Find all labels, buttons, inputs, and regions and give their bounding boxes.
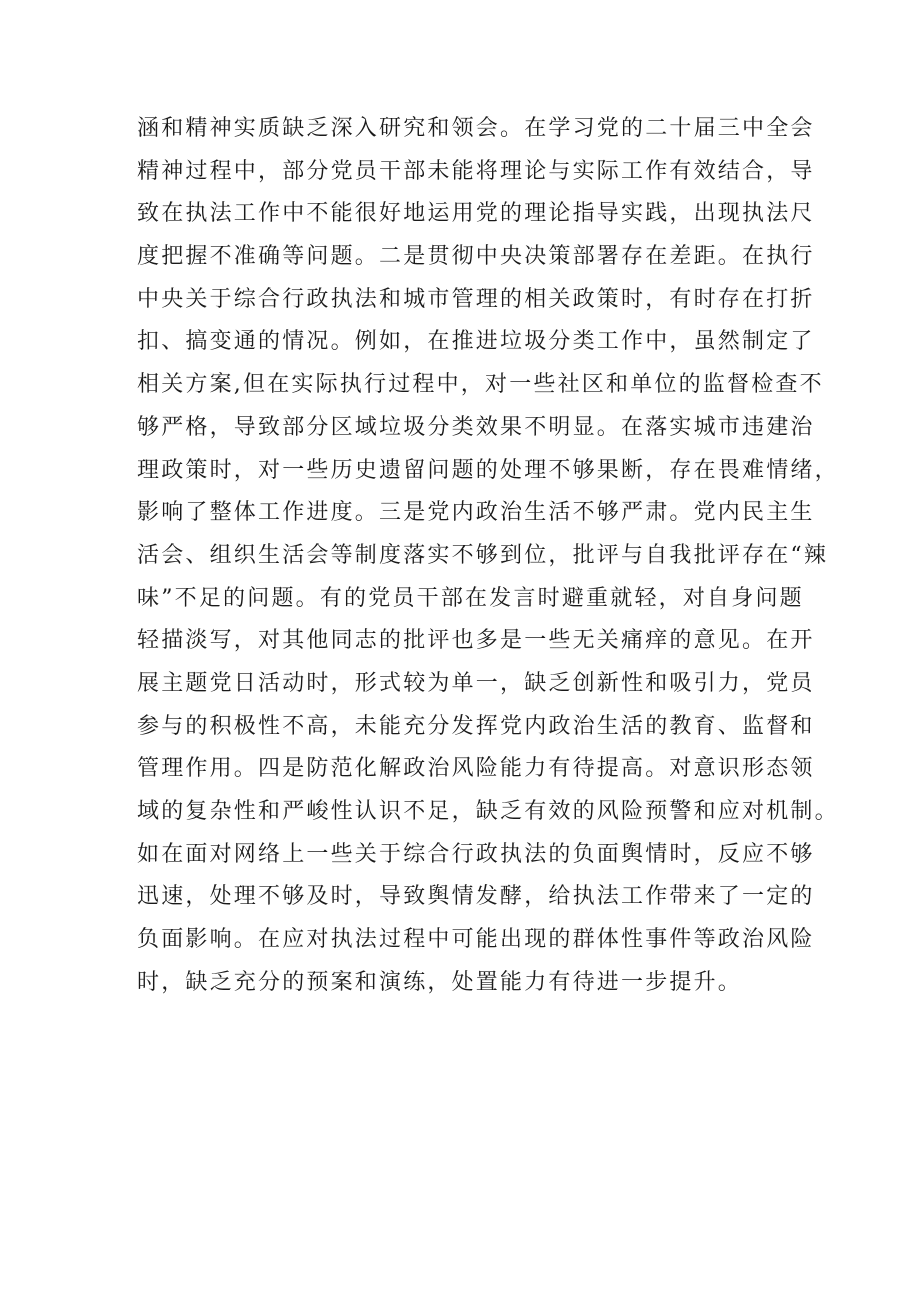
text-line: 理政策时，对一些历史遗留问题的处理不够果断，存在畏难情绪， bbox=[137, 457, 839, 483]
text-line: 负面影响。在应对执法过程中可能出现的群体性事件等政治风险 bbox=[137, 927, 815, 953]
text-line: 精神过程中，部分党员干部未能将理论与实际工作有效结合，导 bbox=[137, 158, 815, 184]
text-line: 迅速，处理不够及时，导致舆情发酵，给执法工作带来了一定的 bbox=[137, 884, 815, 910]
text-line: 相关方案,但在实际执行过程中，对一些社区和单位的监督检查不 bbox=[137, 372, 824, 398]
text-line: 够严格，导致部分区域垃圾分类效果不明显。在落实城市违建治 bbox=[137, 414, 815, 440]
text-line: 扣、搞变通的情况。例如，在推进垃圾分类工作中，虽然制定了 bbox=[137, 329, 815, 355]
text-line: 活会、组织生活会等制度落实不够到位，批评与自我批评存在“辣 bbox=[137, 542, 829, 568]
text-line: 域的复杂性和严峻性认识不足，缺乏有效的风险预警和应对机制。 bbox=[137, 799, 839, 824]
text-line: 涵和精神实质缺乏深入研究和领会。在学习党的二十届三中全会 bbox=[137, 116, 815, 141]
text-line: 时，缺乏充分的预案和演练，处置能力有待进一步提升。 bbox=[137, 969, 743, 995]
text-line: 影响了整体工作进度。三是党内政治生活不够严肃。党内民主生 bbox=[137, 500, 815, 526]
text-line: 管理作用。四是防范化解政治风险能力有待提高。对意识形态领 bbox=[137, 756, 815, 782]
text-line: 致在执法工作中不能很好地运用党的理论指导实践，出现执法尺 bbox=[137, 201, 815, 227]
text-line: 展主题党日活动时，形式较为单一，缺乏创新性和吸引力，党员 bbox=[137, 670, 815, 696]
text-line: 度把握不准确等问题。二是贯彻中央决策部署存在差距。在执行 bbox=[137, 244, 815, 270]
body-paragraph bbox=[137, 108, 839, 1004]
text-line: 中央关于综合行政执法和城市管理的相关政策时，有时存在打折 bbox=[137, 286, 815, 312]
text-line: 味”不足的问题。有的党员干部在发言时避重就轻，对自身问题 bbox=[137, 585, 804, 611]
text-line: 如在面对网络上一些关于综合行政执法的负面舆情时，反应不够 bbox=[137, 841, 815, 867]
text-line: 轻描淡写，对其他同志的批评也多是一些无关痛痒的意见。在开 bbox=[137, 628, 815, 654]
text-line: 参与的积极性不高，未能充分发挥党内政治生活的教育、监督和 bbox=[137, 713, 815, 739]
